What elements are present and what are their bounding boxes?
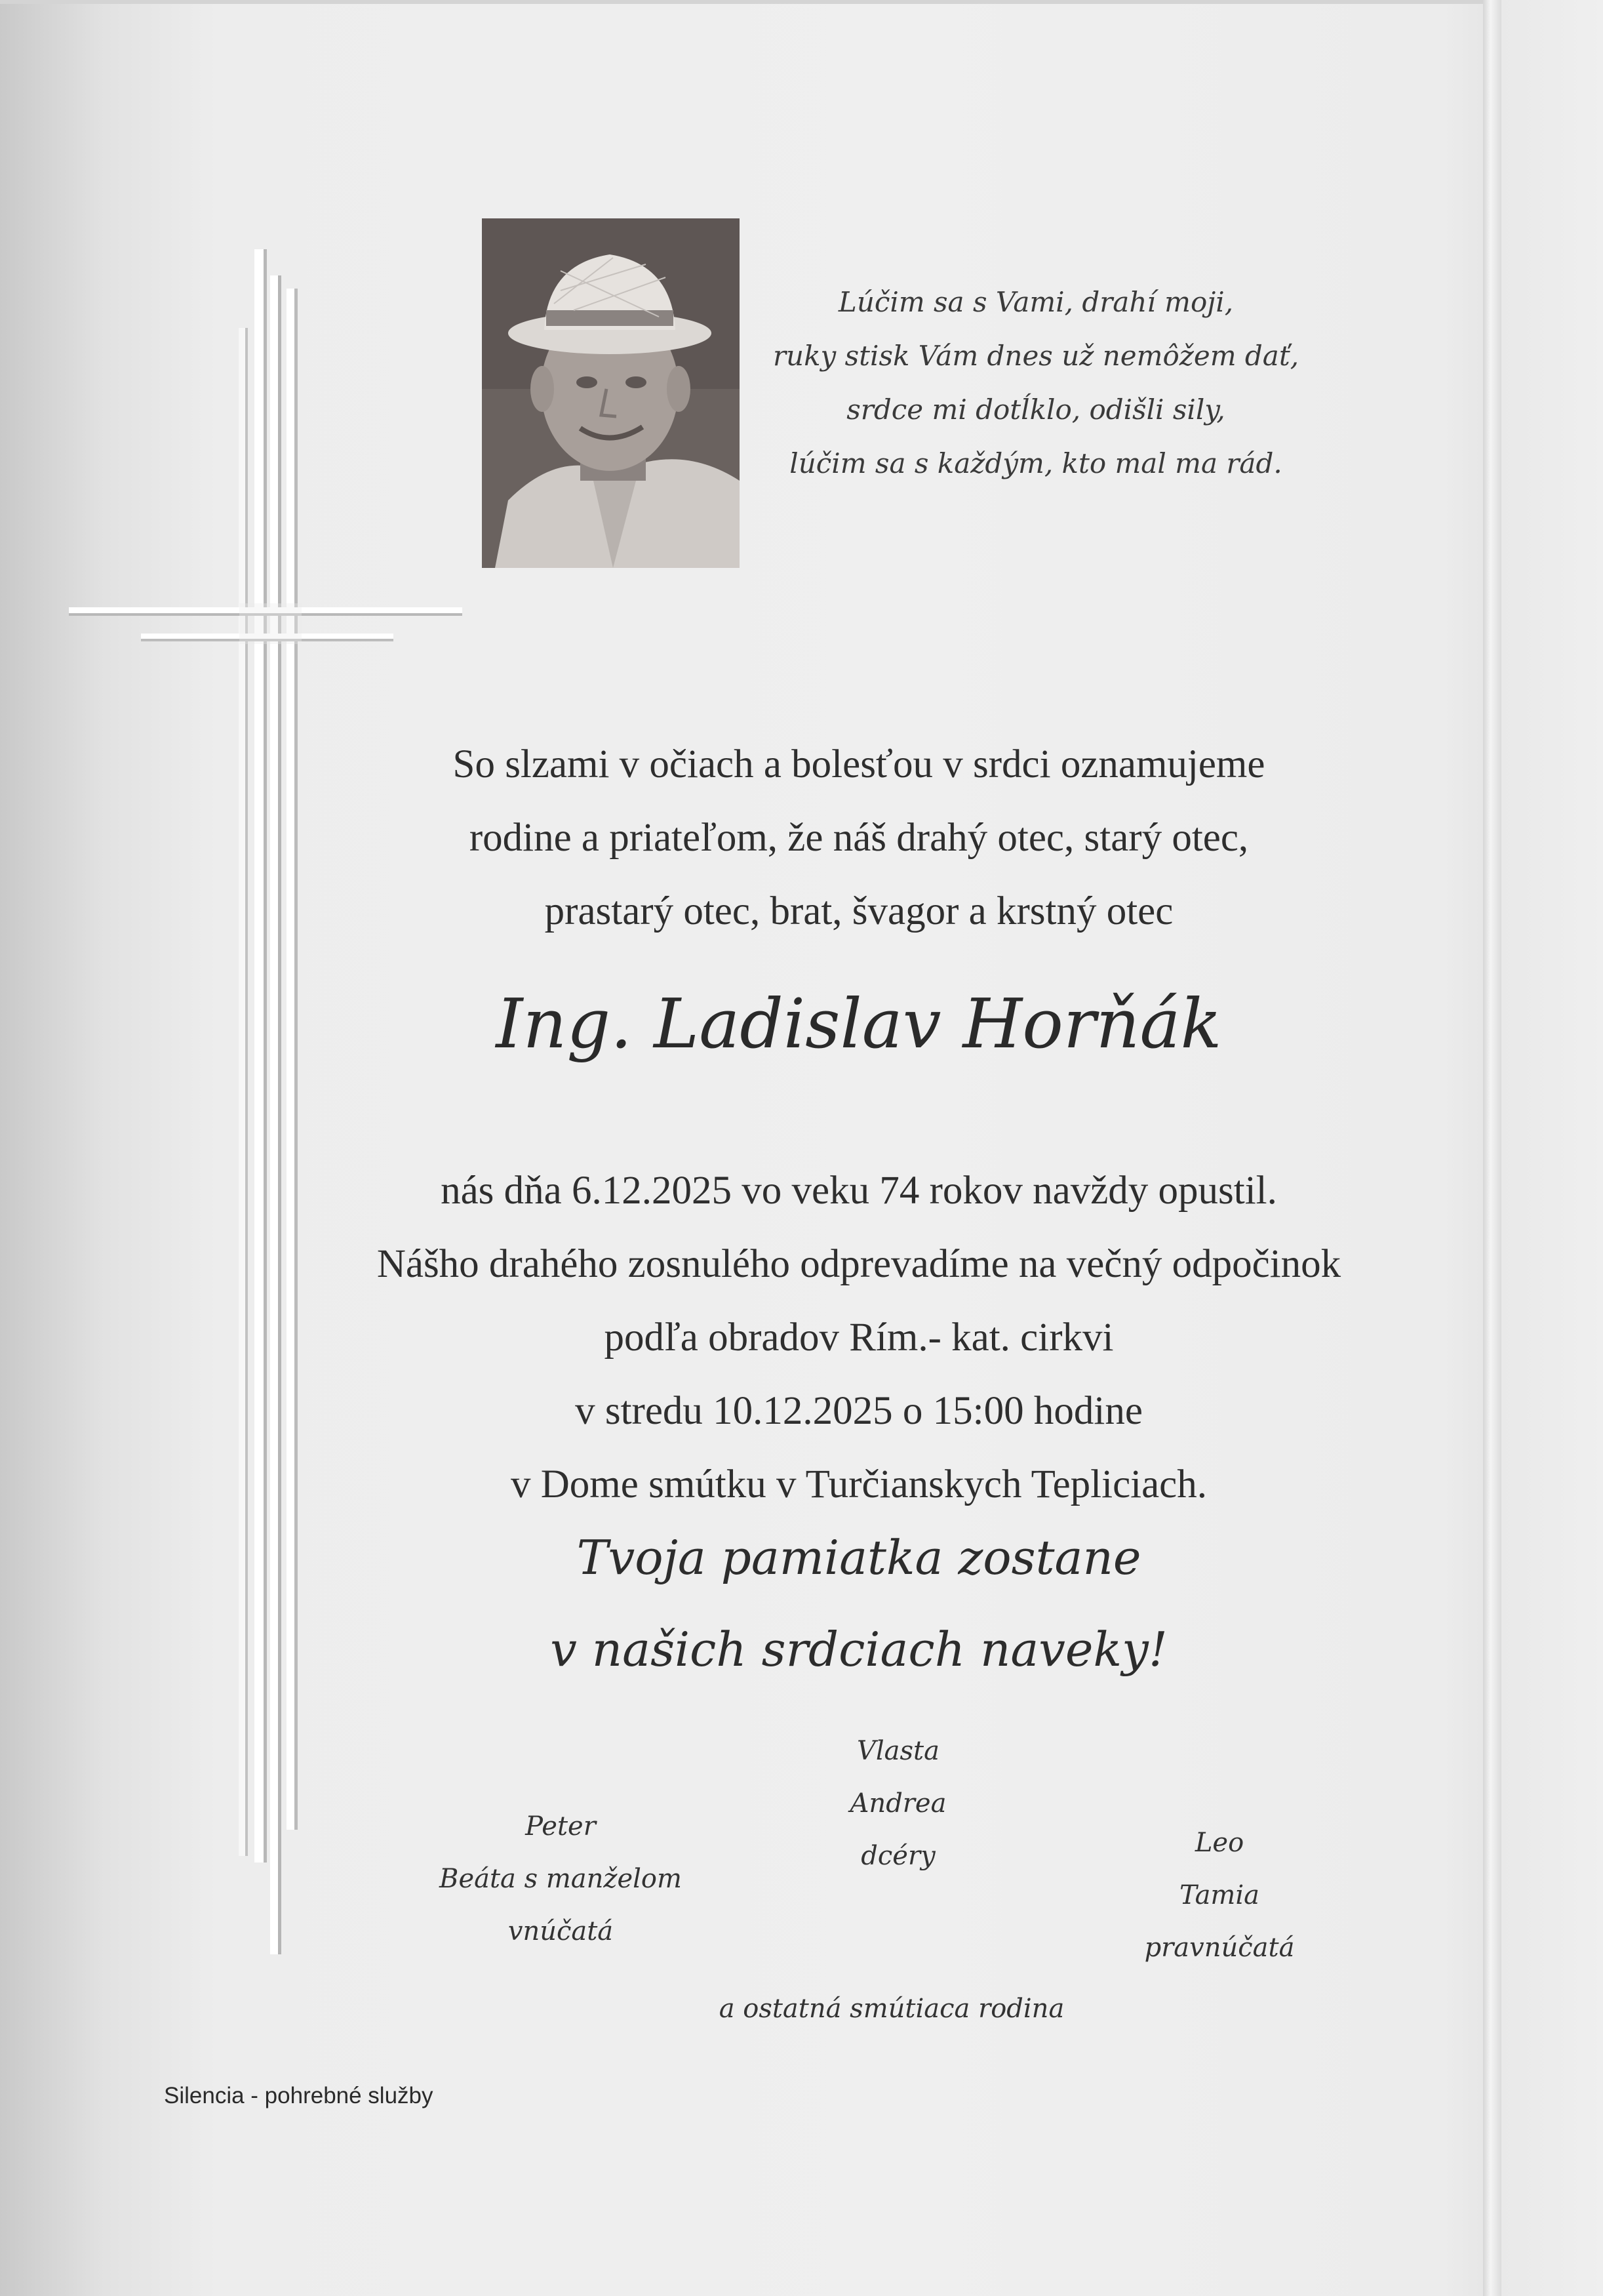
deceased-name: Ing. Ladislav Horňák — [496, 984, 1222, 1064]
signature-family: a ostatná smútiaca rodina — [719, 1994, 1065, 2024]
right-fold-shadow — [1483, 0, 1501, 2296]
poem-line: srdce mi dotĺklo, odišli sily, — [846, 393, 1225, 426]
memory-line: Tvoja pamiatka zostane — [576, 1530, 1141, 1585]
details-line: v stredu 10.12.2025 o 15:00 hodine — [575, 1389, 1143, 1433]
signature-line: Andrea — [850, 1788, 947, 1819]
details-line: v Dome smútku v Turčianskych Tepliciach. — [511, 1462, 1207, 1506]
funeral-details — [354, 1154, 1364, 1521]
signature-daughters — [731, 1725, 1065, 1882]
poem-line: ruky stisk Vám dnes už nemôžem dať, — [772, 340, 1299, 372]
signature-line: Peter — [525, 1811, 596, 1842]
poem-line: Lúčim sa s Vami, drahí moji, — [838, 286, 1234, 318]
signature-line: Vlasta — [857, 1736, 940, 1766]
signature-line: dcéry — [861, 1841, 936, 1871]
signature-line: Leo — [1195, 1828, 1244, 1858]
announcement-line: prastarý otec, brat, švagor a krstný otec — [544, 889, 1174, 933]
poem-line: lúčim sa s každým, kto mal ma rád. — [789, 447, 1282, 479]
memory-line: v našich srdciach naveky! — [550, 1622, 1168, 1677]
signature-line: pravnúčatá — [1144, 1933, 1295, 1963]
details-line: podľa obradov Rím.- kat. cirkvi — [604, 1316, 1114, 1359]
right-margin — [1501, 0, 1603, 2296]
memory-quote — [354, 1512, 1364, 1695]
details-line: nás dňa 6.12.2025 vo veku 74 rokov navždy opustil. — [441, 1169, 1277, 1213]
announcement-line: So slzami v očiach a bolesťou v srdci oznamujeme — [452, 742, 1265, 786]
announcement-line: rodine a priateľom, že náš drahý otec, starý otec, — [469, 816, 1249, 860]
signature-grandchildren — [393, 1800, 728, 1958]
signature-line: vnúčatá — [507, 1916, 614, 1946]
details-line: Nášho drahého zosnulého odprevadíme na večný odpočinok — [376, 1242, 1341, 1286]
signature-line: Beáta s manželom — [439, 1864, 682, 1894]
signature-great-grandchildren — [1075, 1817, 1364, 1974]
signature-line: Tamia — [1179, 1880, 1259, 1910]
portrait-photo — [482, 218, 740, 568]
announcement — [354, 728, 1364, 948]
poem — [754, 275, 1318, 491]
funeral-service-footer: Silencia - pohrebné služby — [164, 2083, 433, 2108]
